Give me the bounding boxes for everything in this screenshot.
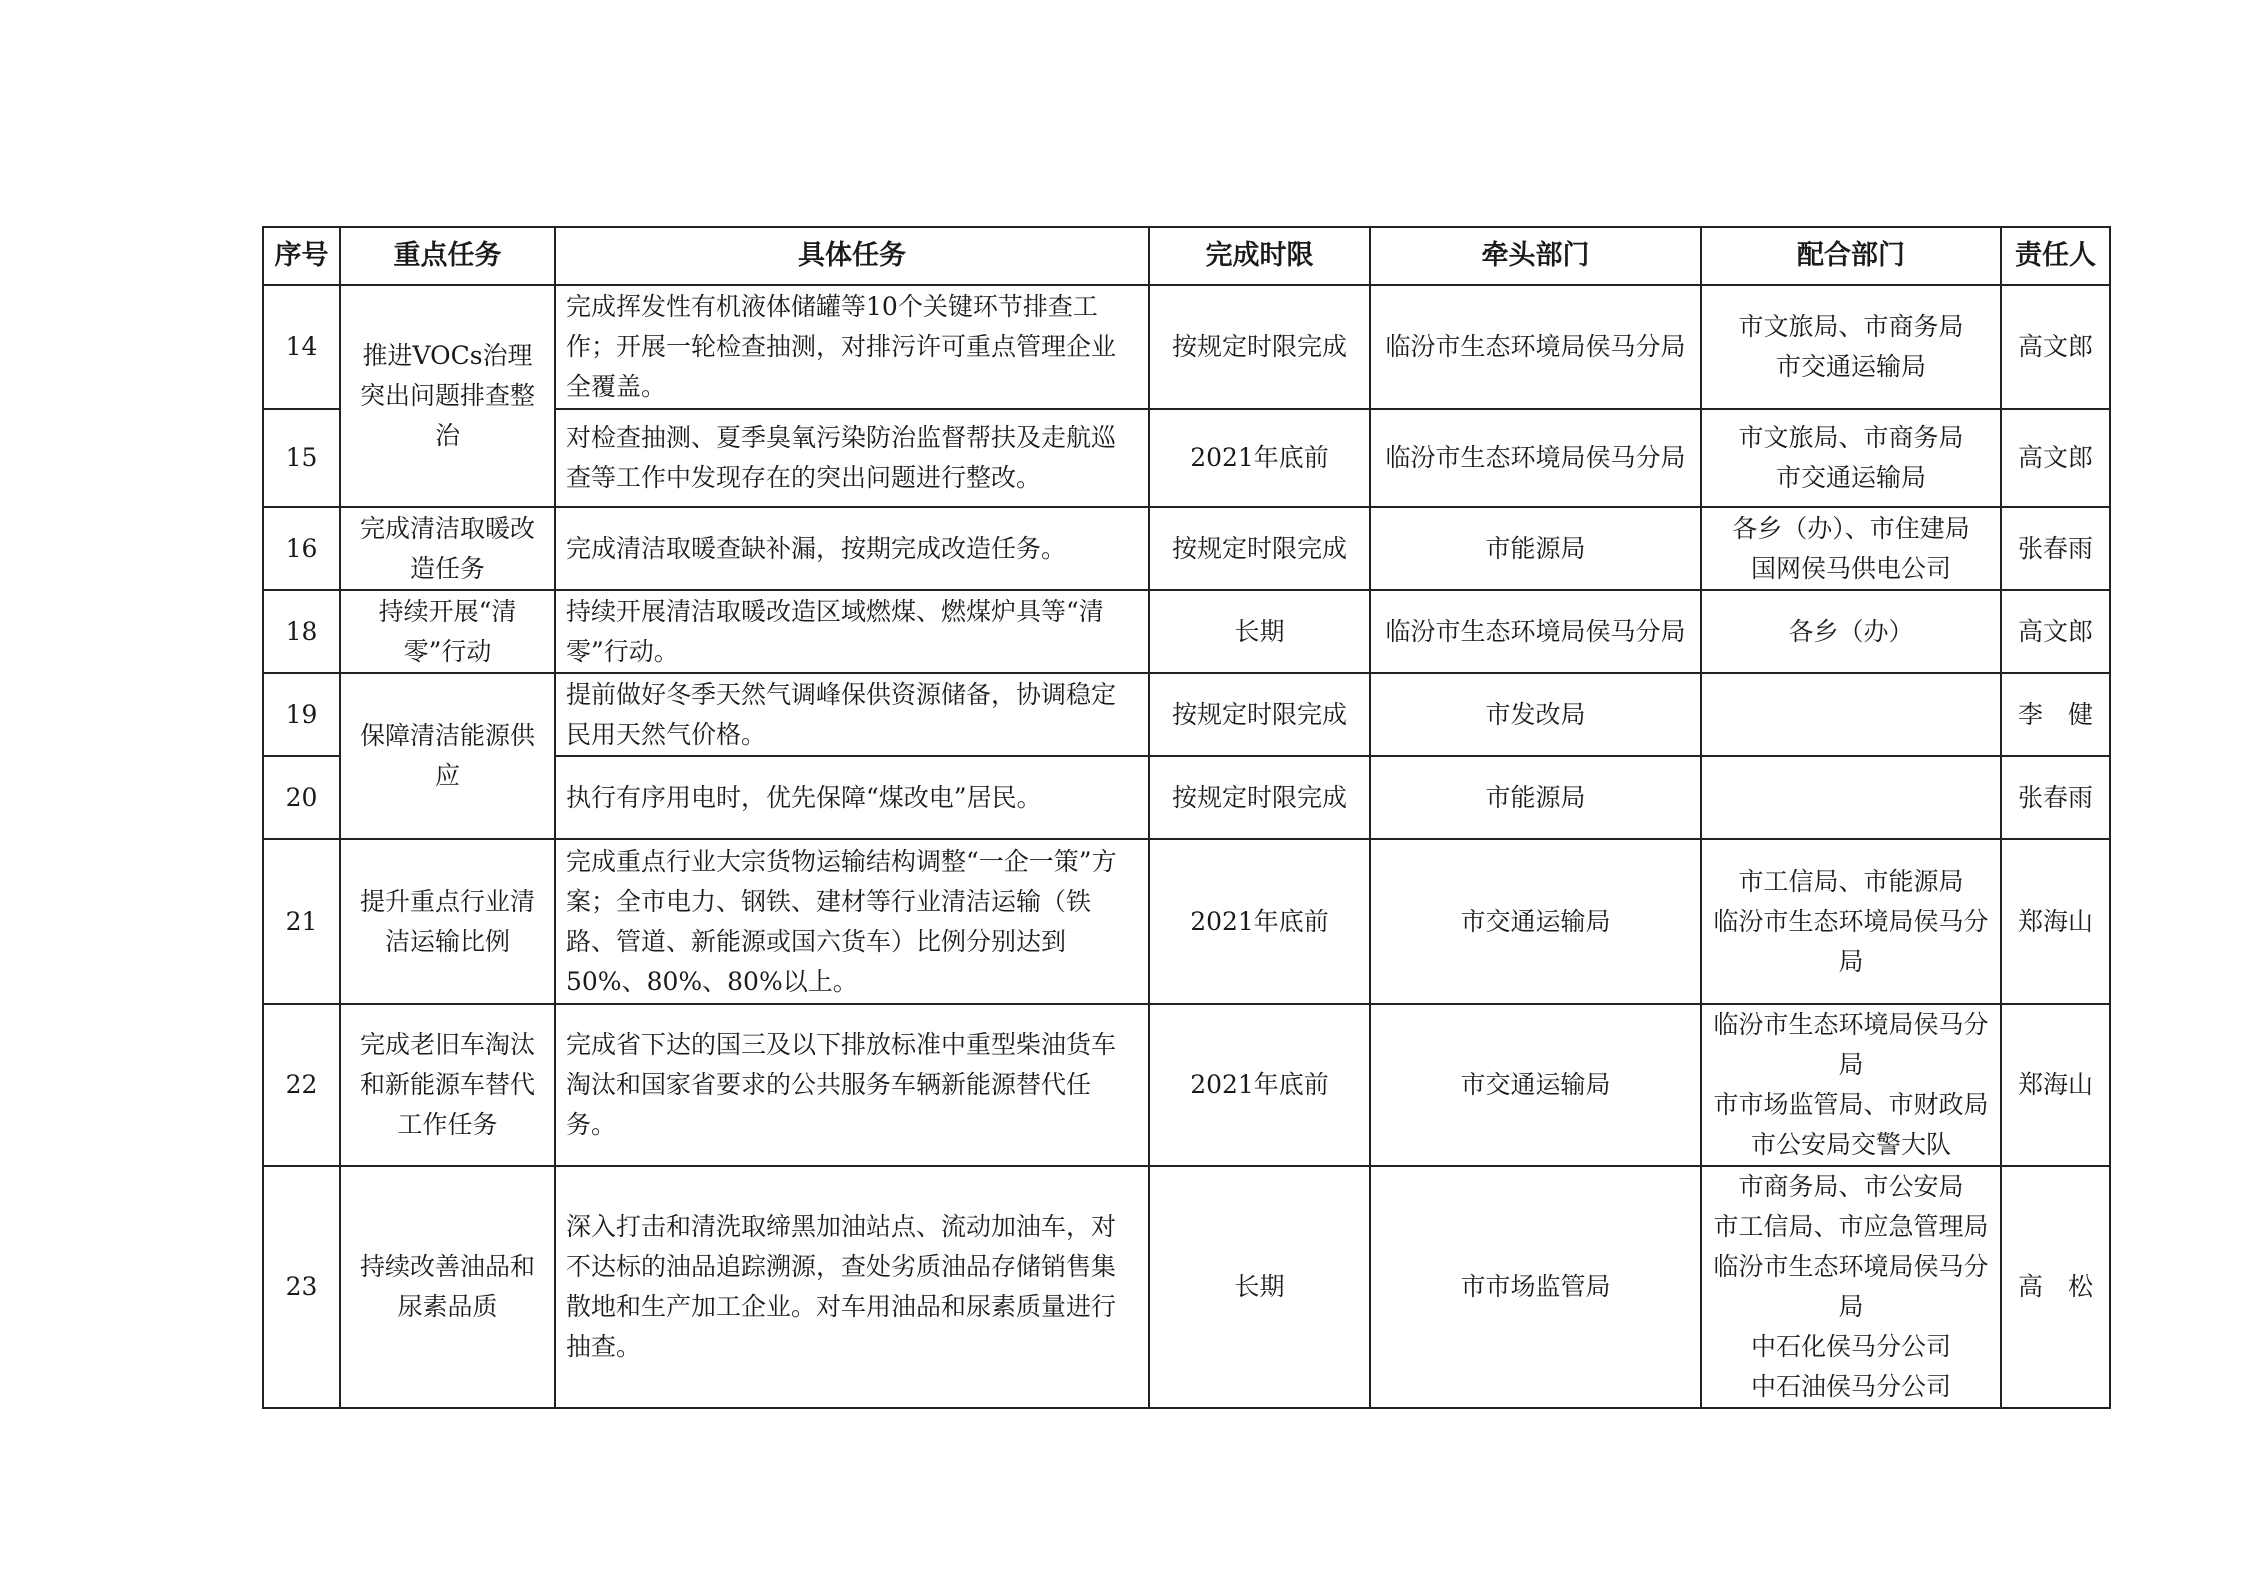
table-row: [263, 590, 2110, 673]
row-coop-dept: [1701, 409, 2001, 507]
row-key-task: 持续改善油品和尿素品质: [340, 1166, 555, 1408]
row-key-task: 持续开展“清零”行动: [340, 590, 555, 673]
row-key-task: 提升重点行业清洁运输比例: [340, 839, 555, 1004]
row-coop-dept: [1701, 839, 2001, 1004]
coop-line: 市市场监管局、市财政局: [1713, 1090, 1989, 1119]
row-deadline: 按规定时限完成: [1149, 507, 1370, 590]
header-specific-task: 具体任务: [555, 227, 1149, 285]
coop-line: 中石油侯马分公司: [1750, 1372, 1951, 1401]
row-owner: 李 健: [2001, 673, 2110, 756]
row-coop-dept: [1701, 1004, 2001, 1166]
row-deadline: 2021年底前: [1149, 839, 1370, 1004]
row-key-task: 完成清洁取暖改造任务: [340, 507, 555, 590]
coop-line: 临汾市生态环境局侯马分局: [1713, 906, 1989, 976]
coop-line: 市商务局、市公安局: [1738, 1172, 1964, 1201]
row-coop-dept: [1701, 756, 2001, 839]
coop-line: 市文旅局、市商务局: [1738, 423, 1964, 452]
table-row: [263, 507, 2110, 590]
row-desc: 完成省下达的国三及以下排放标准中重型柴油货车淘汰和国家省要求的公共服务车辆新能源替代任务。: [555, 1004, 1149, 1166]
coop-line: 市工信局、市能源局: [1738, 866, 1964, 896]
table-row: [263, 1004, 2110, 1166]
header-row: [263, 227, 2110, 285]
coop-line: 市文旅局、市商务局: [1738, 312, 1964, 341]
task-table: [262, 226, 2111, 1409]
row-no: 15: [263, 409, 340, 507]
row-coop-dept: [1701, 1166, 2001, 1408]
table-row: [263, 673, 2110, 756]
row-deadline: 2021年底前: [1149, 1004, 1370, 1166]
header-owner: 责任人: [2001, 227, 2110, 285]
row-deadline: 按规定时限完成: [1149, 673, 1370, 756]
table-row: [263, 1166, 2110, 1408]
row-key-task: 保障清洁能源供应: [340, 673, 555, 839]
row-no: 19: [263, 673, 340, 756]
row-desc: 完成重点行业大宗货物运输结构调整“一企一策”方案；全市电力、钢铁、建材等行业清洁运输（铁路、管道、新能源或国六货车）比例分别达到50%、80%、80%以上。: [555, 839, 1149, 1004]
header-key-task: 重点任务: [340, 227, 555, 285]
row-lead-dept: 临汾市生态环境局侯马分局: [1370, 590, 1701, 673]
coop-line: 各乡（办）: [1788, 616, 1914, 646]
row-owner: 高文郎: [2001, 590, 2110, 673]
row-coop-dept: [1701, 285, 2001, 409]
row-owner: 郑海山: [2001, 839, 2110, 1004]
row-coop-dept: [1701, 507, 2001, 590]
row-desc: 对检查抽测、夏季臭氧污染防治监督帮扶及走航巡查等工作中发现存在的突出问题进行整改。: [555, 409, 1149, 507]
row-no: 16: [263, 507, 340, 590]
row-no: 21: [263, 839, 340, 1004]
row-desc: 执行有序用电时，优先保障“煤改电”居民。: [555, 756, 1149, 839]
row-no: 23: [263, 1166, 340, 1408]
row-lead-dept: 市能源局: [1370, 756, 1701, 839]
coop-line: 临汾市生态环境局侯马分局: [1713, 1252, 1989, 1321]
row-deadline: 按规定时限完成: [1149, 285, 1370, 409]
row-no: 22: [263, 1004, 340, 1166]
row-owner: 张春雨: [2001, 507, 2110, 590]
header-no: 序号: [263, 227, 340, 285]
row-owner: 张春雨: [2001, 756, 2110, 839]
row-deadline: 按规定时限完成: [1149, 756, 1370, 839]
row-desc: 完成挥发性有机液体储罐等10个关键环节排查工作；开展一轮检查抽测，对排污许可重点管理企业全覆盖。: [555, 285, 1149, 409]
row-desc: 深入打击和清洗取缔黑加油站点、流动加油车，对不达标的油品追踪溯源，查处劣质油品存储销售集散地和生产加工企业。对车用油品和尿素质量进行抽查。: [555, 1166, 1149, 1408]
row-lead-dept: 临汾市生态环境局侯马分局: [1370, 285, 1701, 409]
row-desc: 持续开展清洁取暖改造区域燃煤、燃煤炉具等“清零”行动。: [555, 590, 1149, 673]
row-owner: 高文郎: [2001, 285, 2110, 409]
row-key-task: 推进VOCs治理突出问题排查整治: [340, 285, 555, 507]
row-key-task: 完成老旧车淘汰和新能源车替代工作任务: [340, 1004, 555, 1166]
row-desc: 完成清洁取暖查缺补漏，按期完成改造任务。: [555, 507, 1149, 590]
header-deadline: 完成时限: [1149, 227, 1370, 285]
coop-line: 临汾市生态环境局侯马分局: [1713, 1010, 1989, 1079]
row-no: 14: [263, 285, 340, 409]
coop-line: 各乡（办）、市住建局: [1732, 513, 1970, 543]
table-row: [263, 285, 2110, 409]
coop-line: 市交通运输局: [1775, 463, 1926, 492]
coop-line: 中石化侯马分公司: [1750, 1332, 1951, 1361]
row-deadline: 长期: [1149, 1166, 1370, 1408]
row-owner: 高文郎: [2001, 409, 2110, 507]
row-lead-dept: 临汾市生态环境局侯马分局: [1370, 409, 1701, 507]
row-no: 18: [263, 590, 340, 673]
row-lead-dept: 市能源局: [1370, 507, 1701, 590]
row-deadline: 长期: [1149, 590, 1370, 673]
row-lead-dept: 市交通运输局: [1370, 839, 1701, 1004]
coop-line: 市工信局、市应急管理局: [1713, 1212, 1989, 1241]
header-coop-dept: 配合部门: [1701, 227, 2001, 285]
coop-line: 市交通运输局: [1775, 352, 1926, 381]
coop-line: 国网侯马供电公司: [1750, 553, 1951, 583]
row-coop-dept: [1701, 590, 2001, 673]
row-desc: 提前做好冬季天然气调峰保供资源储备，协调稳定民用天然气价格。: [555, 673, 1149, 756]
row-owner: 郑海山: [2001, 1004, 2110, 1166]
row-owner: 高 松: [2001, 1166, 2110, 1408]
coop-line: 市公安局交警大队: [1750, 1130, 1951, 1159]
table-row: [263, 839, 2110, 1004]
row-lead-dept: 市交通运输局: [1370, 1004, 1701, 1166]
row-coop-dept: [1701, 673, 2001, 756]
row-lead-dept: 市发改局: [1370, 673, 1701, 756]
row-no: 20: [263, 756, 340, 839]
header-lead-dept: 牵头部门: [1370, 227, 1701, 285]
row-deadline: 2021年底前: [1149, 409, 1370, 507]
row-lead-dept: 市市场监管局: [1370, 1166, 1701, 1408]
